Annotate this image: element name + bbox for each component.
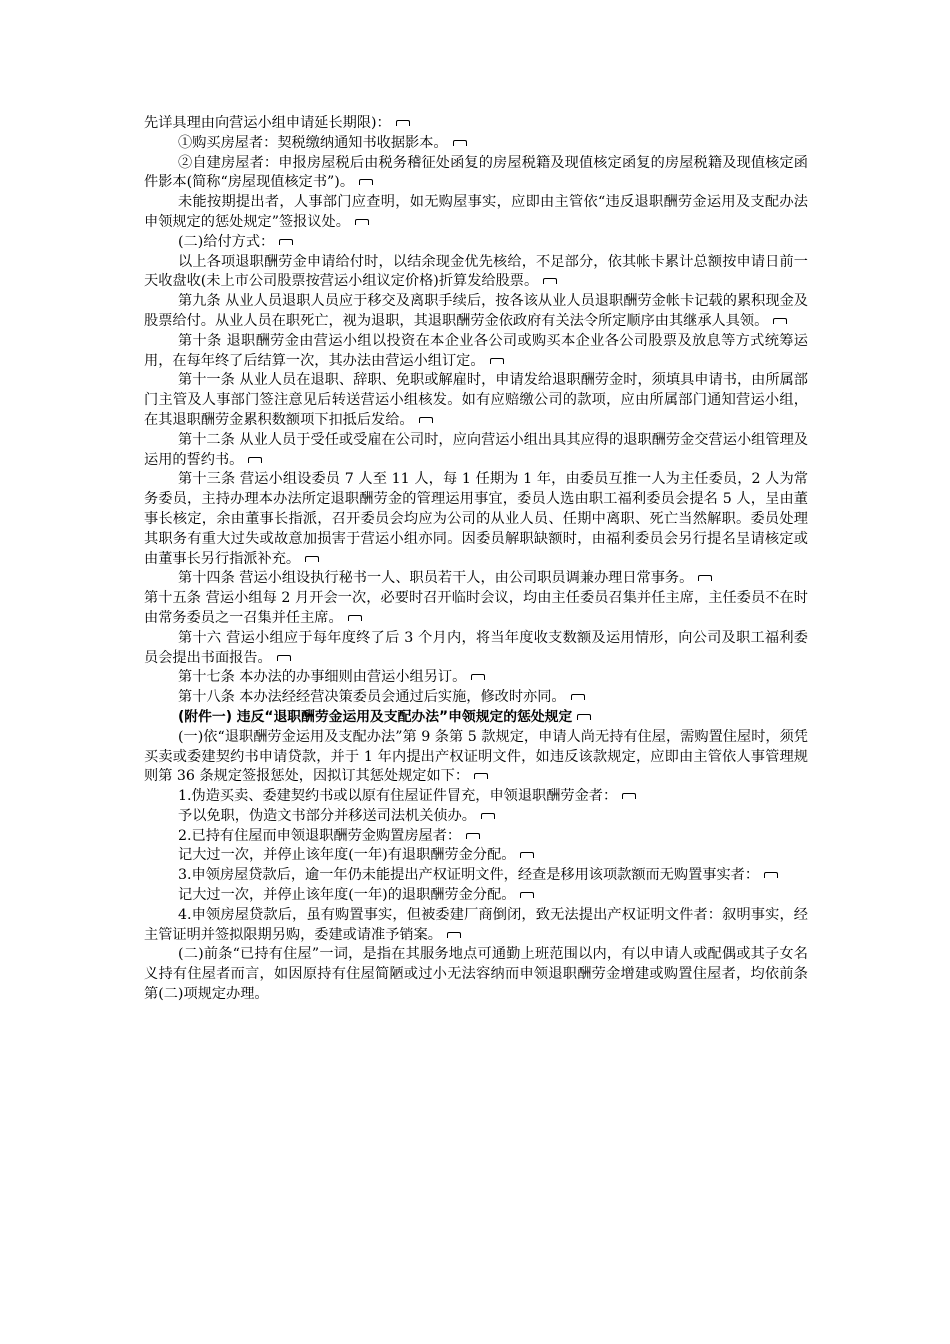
paragraph: 3.申领房屋贷款后，逾一年仍未能提出产权证明文件，经查是移用该项款额而无购置事实者： (144, 866, 808, 886)
paragraph: 记大过一次，并停止该年度(一年)的退职酬劳金分配。 (144, 886, 808, 906)
article-14: 第十四条 营运小组设执行秘书一人、职员若干人，由公司职员调兼办理日常事务。 (144, 569, 808, 589)
paragraph: 记大过一次，并停止该年度(一年)有退职酬劳金分配。 (144, 846, 808, 866)
paragraph-mark-icon (490, 358, 504, 364)
paragraph-mark-icon (520, 852, 534, 858)
paragraph-mark-icon (773, 318, 787, 324)
paragraph-mark-icon (520, 892, 534, 898)
paragraph-mark-icon (481, 813, 495, 819)
paragraph-mark-icon (447, 932, 461, 938)
paragraph-mark-icon (359, 179, 373, 185)
paragraph: 予以免职，伪造文书部分并移送司法机关侦办。 (144, 807, 808, 827)
paragraph-mark-icon (453, 140, 467, 146)
paragraph: (二)给付方式： (144, 233, 808, 253)
paragraph: 先详具理由向营运小组申请延长期限)： (144, 114, 808, 134)
document-body (144, 114, 808, 1005)
paragraph: ①购买房屋者：契税缴纳通知书收据影本。 (144, 134, 808, 154)
paragraph: ②自建房屋者：申报房屋税后由税务稽征处函复的房屋税籍及现值核定函复的房屋税籍及现值核定函件影本(简称“房屋现值核定书”)。 (144, 154, 808, 191)
paragraph: (一)依“退职酬劳金运用及支配办法”第 9 条第 5 款规定，申请人尚无持有住屋，需购置住屋时，须凭买卖或委建契约书申请贷款，并于 1 年内提出产权证明文件，如违反该款规定，应即由主管依人事管理规则第 36 条规定签报惩处，因拟订其惩处规定如下： (144, 728, 808, 785)
paragraph-mark-icon (698, 575, 712, 581)
article-12: 第十二条 从业人员于受任或受雇在公司时，应向营运小组出具其应得的退职酬劳金交营运小组管理及运用的誓约书。 (144, 431, 808, 468)
article-16: 第十六 营运小组应于每年度终了后 3 个月内，将当年度收支数额及运用情形，向公司及职工福利委员会提出书面报告。 (144, 629, 808, 666)
paragraph-mark-icon (348, 615, 362, 621)
paragraph-mark-icon (466, 833, 480, 839)
paragraph-mark-icon (277, 655, 291, 661)
paragraph-mark-icon (622, 793, 636, 799)
paragraph: 4.申领房屋贷款后，虽有购置事实，但被委建厂商倒闭，致无法提出产权证明文件者：叙明事实，经主管证明并签拟限期另购，委建或请准予销案。 (144, 906, 808, 943)
paragraph-mark-icon (396, 120, 410, 126)
paragraph: 以上各项退职酬劳金申请给付时，以结余现金优先核给，不足部分，依其帐卡累计总额按申请日前一天收盘收(未上市公司股票按营运小组议定价格)折算发给股票。 (144, 253, 808, 290)
paragraph-mark-icon (577, 714, 591, 720)
paragraph: 未能按期提出者，人事部门应查明，如无购屋事实，应即由主管依“违反退职酬劳金运用及支配办法申领规定的惩处规定”签报议处。 (144, 194, 808, 230)
paragraph-mark-icon (305, 556, 319, 562)
article-15: 第十五条 营运小组每 2 月开会一次，必要时召开临时会议，均由主任委员召集并任主席，主任委员不在时由常务委员之一召集并任主席。 (144, 590, 808, 626)
article-18: 第十八条 本办法经经营决策委员会通过后实施，修改时亦同。 (144, 688, 808, 708)
article-17: 第十七条 本办法的办事细则由营运小组另订。 (144, 668, 808, 688)
article-9: 第九条 从业人员退职人员应于移交及离职手续后，按各该从业人员退职酬劳金帐卡记载的累积现金及股票给付。从业人员在职死亡，视为退职，其退职酬劳金依政府有关法令所定顺序由其继承人具领。 (144, 293, 808, 329)
paragraph-mark-icon (279, 239, 293, 245)
paragraph-mark-icon (764, 872, 778, 878)
paragraph-mark-icon (248, 457, 262, 463)
paragraph-mark-icon (355, 219, 369, 225)
paragraph-mark-icon (419, 417, 433, 423)
paragraph: 2.已持有住屋而申领退职酬劳金购置房屋者： (144, 827, 808, 847)
article-10: 第十条 退职酬劳金由营运小组以投资在本企业各公司或购买本企业各公司股票及放息等方式统筹运用，在每年终了后结算一次，其办法由营运小组订定。 (144, 332, 808, 369)
paragraph-mark-icon (471, 674, 485, 680)
paragraph-mark-icon (571, 694, 585, 700)
paragraph-mark-icon (474, 773, 488, 779)
appendix-heading: (附件一) 违反“退职酬劳金运用及支配办法”申领规定的惩处规定 (144, 708, 808, 728)
paragraph: (二)前条“已持有住屋”一词，是指在其服务地点可通勤上班范围以内，有以申请人或配偶或其子女名义持有住屋者而言，如因原持有住屋简陋或过小无法容纳而申领退职酬劳金增建或购置住屋者，均依前条第(二)项规定办理。 (144, 946, 808, 1003)
paragraph: 1.伪造买卖、委建契约书或以原有住屋证件冒充，申领退职酬劳金者： (144, 787, 808, 807)
article-13: 第十三条 营运小组设委员 7 人至 11 人，每 1 任期为 1 年，由委员互推一人为主任委员，2 人为常务委员，主持办理本办法所定退职酬劳金的管理运用事宜，委员人选由职工福利委员会提名 5 人，呈由董事长核定，余由董事长指派，召开委员会均应为公司的从业人员、任期中离职、死亡当然解职。委员处理其职务有重大过失或故意加损害于营运小组亦同。因委员解职缺额时，由福利委员会另行提名呈请核定或由董事长另行指派补充。 (144, 471, 808, 567)
article-11: 第十一条 从业人员在退职、辞职、免职或解雇时，申请发给退职酬劳金时，须填具申请书，由所属部门主管及人事部门签注意见后转送营运小组核发。如有应赔缴公司的款项，应由所属部门通知营运小组，在其退职酬劳金累积数额项下扣抵后发给。 (144, 372, 808, 428)
paragraph-mark-icon (543, 278, 557, 284)
